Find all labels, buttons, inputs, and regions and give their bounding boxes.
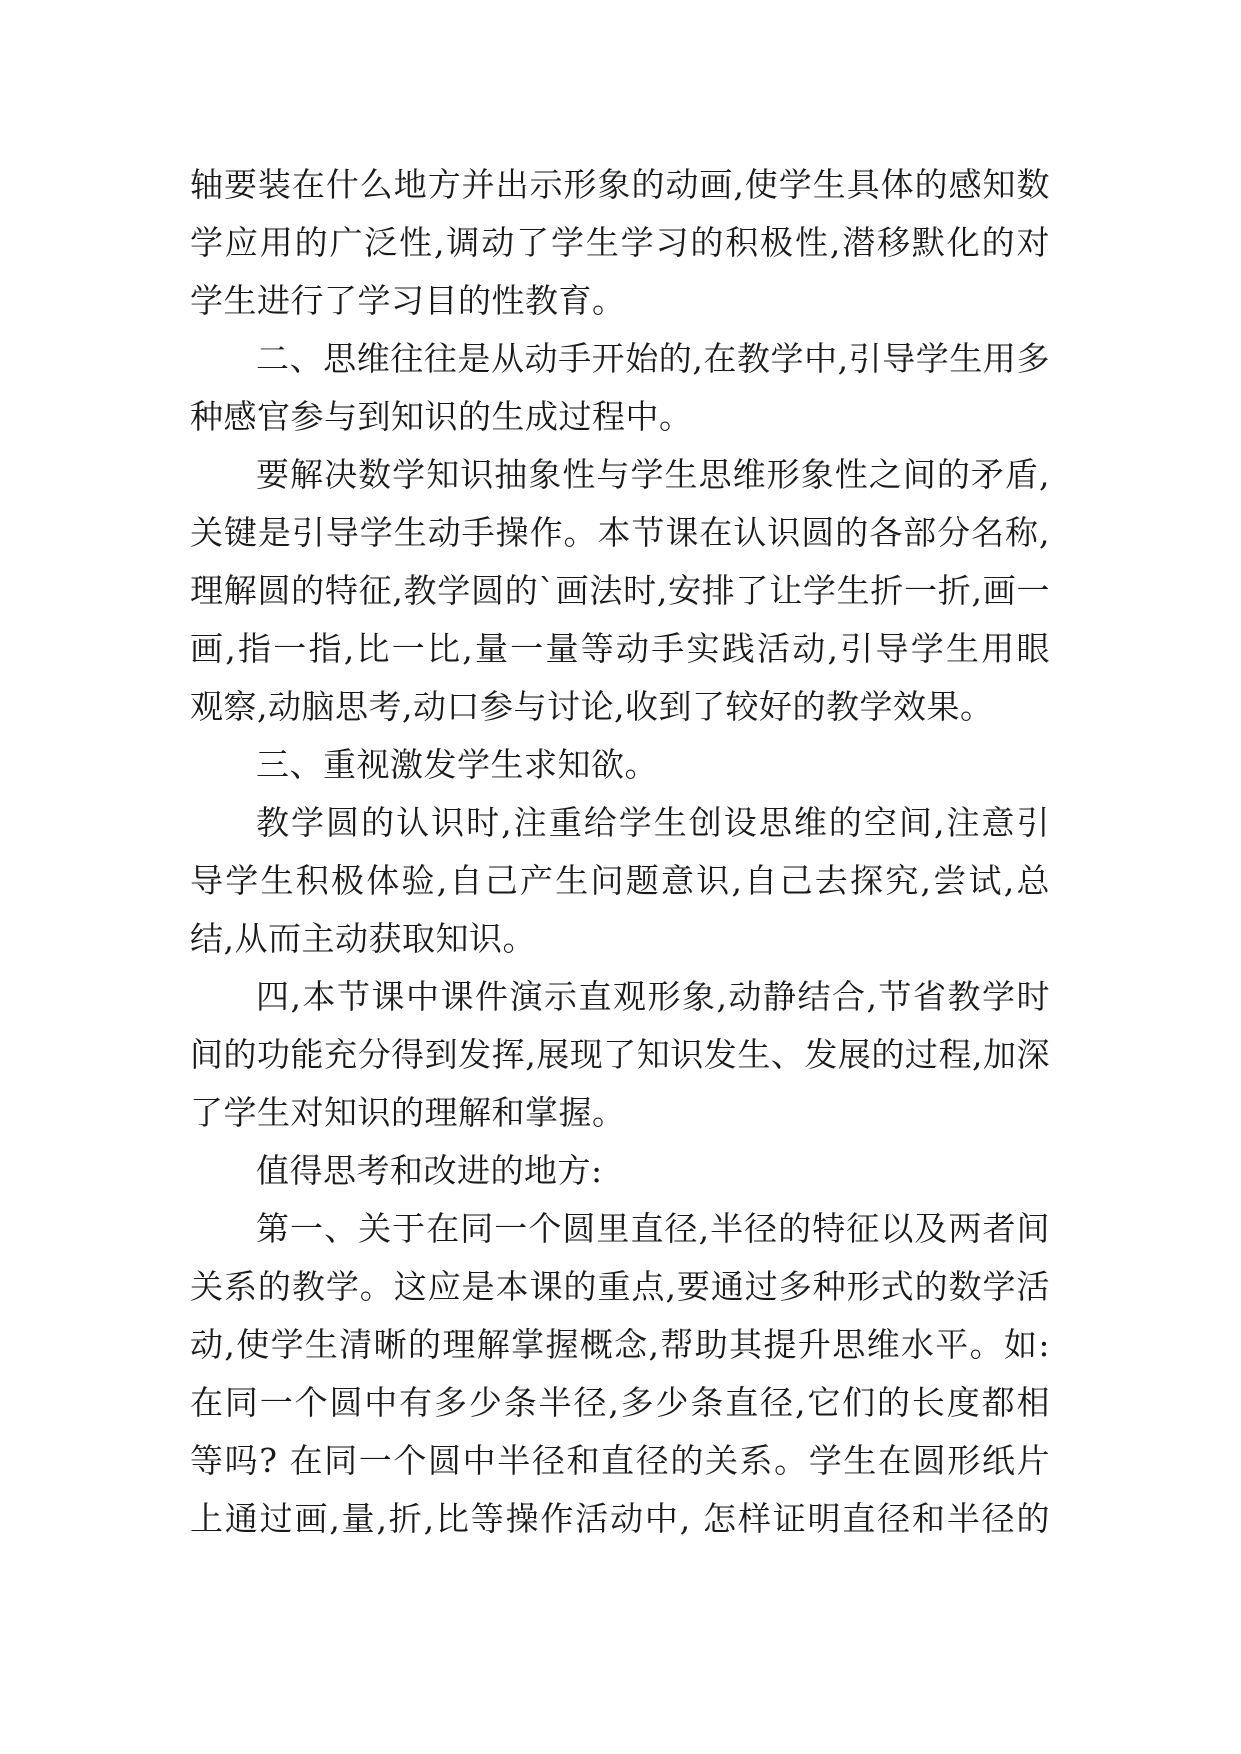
text-line: 学生进行了学习目的性教育。 (190, 281, 626, 320)
text-line: 轴要装在什么地方并出示形象的动画,使学生具体的感知数 (190, 165, 1050, 204)
text-line: 关系的教学。这应是本课的重点,要通过多种形式的数学活 (190, 1267, 1050, 1306)
text-line: 导学生积极体验,自己产生问题意识,自己去探究,尝试,总 (190, 861, 1050, 900)
text-line: 了学生对知识的理解和掌握。 (190, 1093, 626, 1132)
section-heading: 值得思考和改进的地方: (256, 1151, 603, 1190)
text-line: 画,指一指,比一比,量一量等动手实践活动,引导学生用眼 (190, 629, 1050, 668)
text-line: 教学圆的认识时,注重给学生创设思维的空间,注意引 (256, 803, 1050, 842)
section-heading: 四,本节课中课件演示直观形象,动静结合,节省教学时 (256, 977, 1050, 1016)
text-line: 理解圆的特征,教学圆的`画法时,安排了让学生折一折,画一 (190, 571, 1050, 610)
section-heading: 三、重视激发学生求知欲。 (256, 745, 658, 784)
text-line: 种感官参与到知识的生成过程中。 (190, 397, 693, 436)
text-line: 学应用的广泛性,调动了学生学习的积极性,潜移默化的对 (190, 223, 1050, 262)
section-heading: 二、思维往往是从动手开始的,在教学中,引导学生用多 (256, 339, 1050, 378)
text-line: 观察,动脑思考,动口参与讨论,收到了较好的教学效果。 (190, 687, 994, 726)
text-line: 关键是引导学生动手操作。本节课在认识圆的各部分名称, (190, 513, 1050, 552)
text-line: 要解决数学知识抽象性与学生思维形象性之间的矛盾, (256, 455, 1050, 494)
text-line: 上通过画,量,折,比等操作活动中, 怎样证明直径和半径的 (190, 1499, 1050, 1538)
text-line: 第一、关于在同一个圆里直径,半径的特征以及两者间 (256, 1209, 1050, 1248)
text-line: 结,从而主动获取知识。 (190, 919, 536, 958)
text-line: 动,使学生清晰的理解掌握概念,帮助其提升思维水平。如: (190, 1325, 1050, 1364)
text-line: 间的功能充分得到发挥,展现了知识发生、发展的过程,加深 (190, 1035, 1050, 1074)
text-line: 等吗? 在同一个圆中半径和直径的关系。学生在圆形纸片 (190, 1441, 1050, 1480)
body-text (190, 156, 1050, 1548)
text-line: 在同一个圆中有多少条半径,多少条直径,它们的长度都相 (190, 1383, 1050, 1422)
